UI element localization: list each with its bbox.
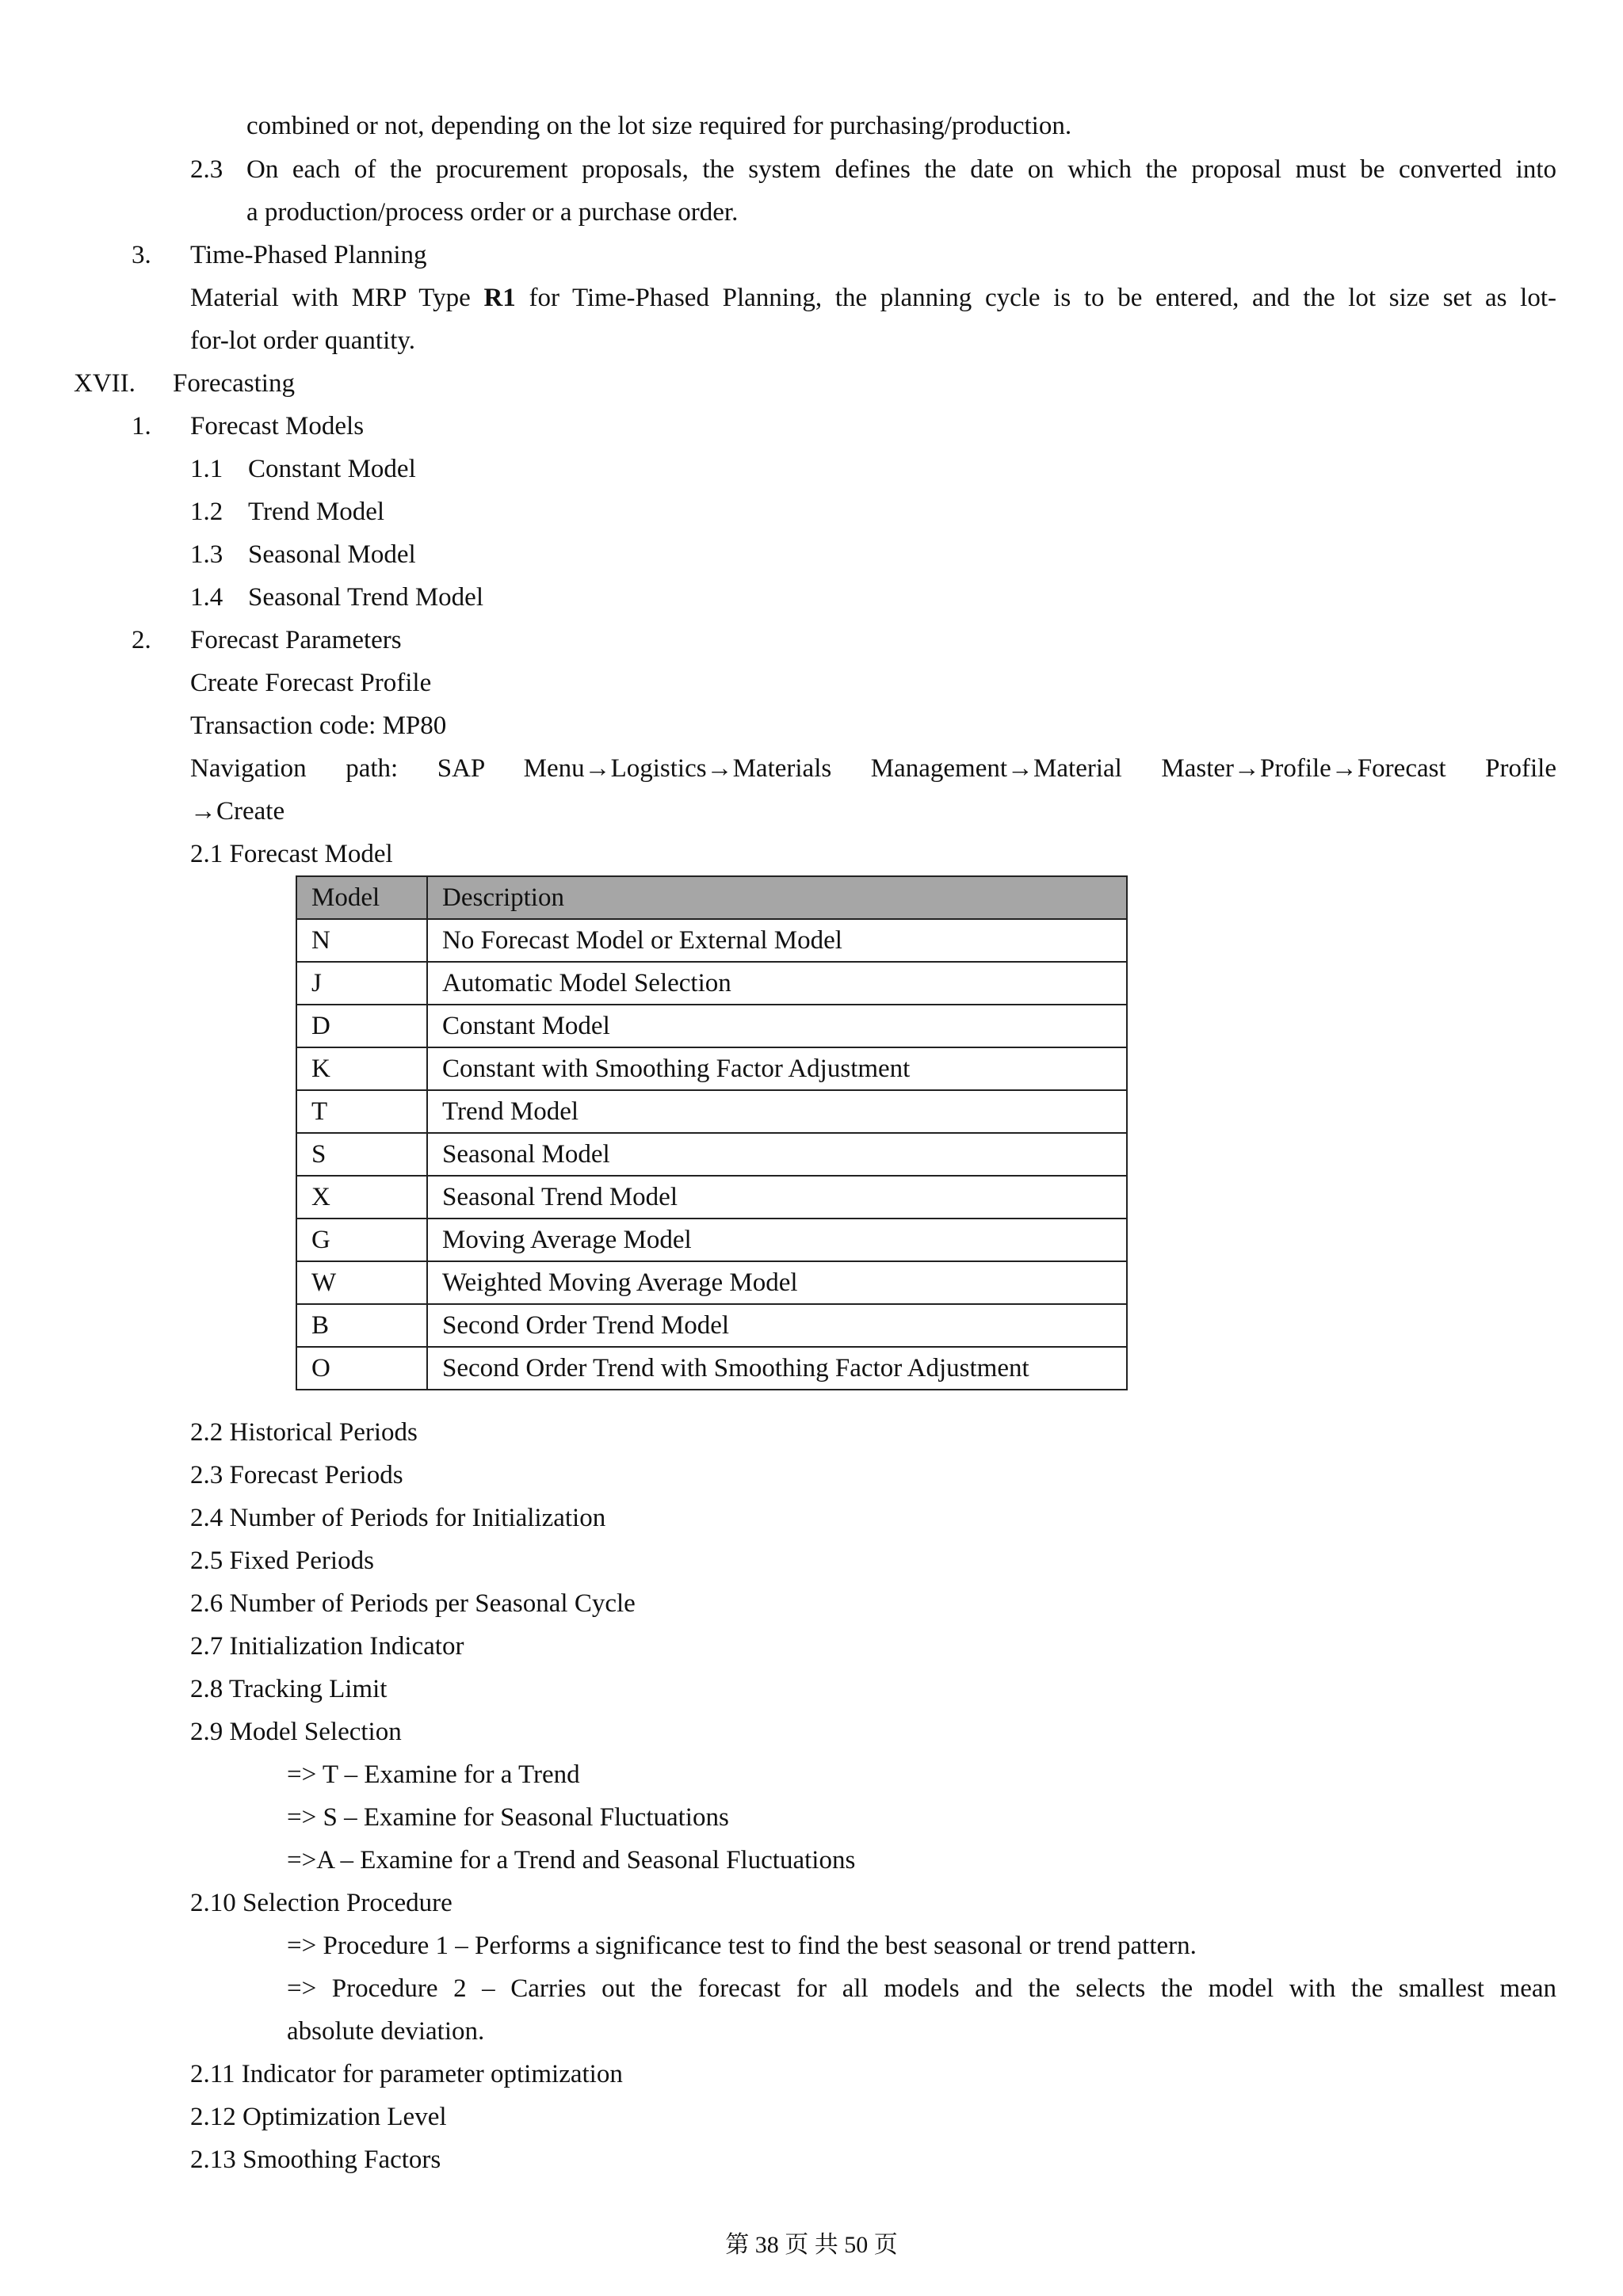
param-optimization-indicator: 2.11 Indicator for parameter optimization [190, 2060, 623, 2088]
transaction-code: Transaction code: MP80 [190, 711, 447, 740]
mrp-type-code: R1 [483, 284, 516, 312]
navigation-path-line2: →Create [190, 797, 285, 826]
table-cell-model: S [296, 1133, 427, 1176]
table-cell-model: X [296, 1176, 427, 1219]
section-title: Forecasting [173, 369, 295, 398]
param-historical-periods: 2.2 Historical Periods [190, 1418, 418, 1447]
param-tracking-limit: 2.8 Tracking Limit [190, 1675, 388, 1703]
table-row [296, 1047, 1127, 1090]
selection-procedure-2-line2: absolute deviation. [287, 2017, 485, 2046]
table-cell-description: Seasonal Trend Model [427, 1176, 1127, 1219]
list-item: Constant Model [248, 455, 416, 483]
table-row [296, 1133, 1127, 1176]
item-2-3-number: 2.3 [190, 155, 223, 184]
item-2-3-text-line2: a production/process order or a purchase order. [246, 198, 739, 227]
param-optimization-level: 2.12 Optimization Level [190, 2103, 447, 2131]
table-cell-model: K [296, 1047, 427, 1090]
table-row [296, 919, 1127, 962]
param-periods-initialization: 2.4 Number of Periods for Initialization [190, 1504, 606, 1532]
table-cell-model: B [296, 1304, 427, 1347]
model-selection-option-t: => T – Examine for a Trend [287, 1760, 580, 1789]
item-2-3-text-line1: On each of the procurement proposals, the system defines the date on which the proposal must be converted into [246, 155, 1556, 184]
table-cell-description: Seasonal Model [427, 1133, 1127, 1176]
list-item: Seasonal Model [248, 540, 416, 569]
forecast-model-table [296, 875, 1128, 1390]
navigation-path-line1: Navigation path: SAP Menu→Logistics→Materials Management→Material Master→Profile→Forecast Profile [190, 754, 1556, 783]
table-cell-description: No Forecast Model or External Model [427, 919, 1127, 962]
forecast-models-title: Forecast Models [190, 412, 365, 441]
table-row [296, 1176, 1127, 1219]
table-header-row [296, 876, 1127, 919]
time-phased-text-line2: for-lot order quantity. [190, 326, 416, 355]
param-forecast-periods: 2.3 Forecast Periods [190, 1461, 403, 1489]
table-header-description: Description [427, 876, 1127, 919]
time-phased-number: 3. [132, 241, 151, 269]
time-phased-text-line1 [190, 282, 1556, 314]
table-cell-model: D [296, 1005, 427, 1047]
selection-procedure-1: => Procedure 1 – Performs a significance test to find the best seasonal or trend pattern. [287, 1932, 1197, 1960]
continuation-text: combined or not, depending on the lot size required for purchasing/production. [246, 112, 1072, 140]
list-item: Seasonal Trend Model [248, 583, 483, 612]
table-cell-model: N [296, 919, 427, 962]
table-cell-description: Trend Model [427, 1090, 1127, 1133]
subsection-forecast-model: 2.1 Forecast Model [190, 840, 393, 868]
table-row [296, 962, 1127, 1005]
param-smoothing-factors: 2.13 Smoothing Factors [190, 2145, 441, 2174]
list-item-number: 1.1 [190, 455, 223, 483]
list-item-number: 1.3 [190, 540, 223, 569]
table-cell-description: Moving Average Model [427, 1219, 1127, 1261]
table-cell-description: Constant with Smoothing Factor Adjustment [427, 1047, 1127, 1090]
model-selection-option-s: => S – Examine for Seasonal Fluctuations [287, 1803, 729, 1832]
table-cell-model: T [296, 1090, 427, 1133]
model-selection-option-a: =>A – Examine for a Trend and Seasonal Fluctuations [287, 1846, 856, 1875]
param-fixed-periods: 2.5 Fixed Periods [190, 1547, 374, 1575]
table-row [296, 1347, 1127, 1390]
forecast-models-number: 1. [132, 412, 151, 441]
table-cell-description: Second Order Trend with Smoothing Factor Adjustment [427, 1347, 1127, 1390]
section-number: XVII. [74, 369, 136, 398]
forecast-parameters-number: 2. [132, 626, 151, 654]
table-row [296, 1304, 1127, 1347]
table-row [296, 1261, 1127, 1304]
table-row [296, 1090, 1127, 1133]
selection-procedure-2-line1: => Procedure 2 – Carries out the forecast for all models and the selects the model with the smallest mean [287, 1974, 1556, 2003]
create-forecast-profile: Create Forecast Profile [190, 669, 432, 697]
list-item-number: 1.2 [190, 498, 223, 526]
page-footer: 第 38 页 共 50 页 [725, 2232, 898, 2258]
param-periods-seasonal-cycle: 2.6 Number of Periods per Seasonal Cycle [190, 1589, 636, 1618]
time-phased-text-post: for Time-Phased Planning, the planning cycle is to be entered, and the lot size set as lot- [515, 284, 1556, 312]
table-cell-description: Second Order Trend Model [427, 1304, 1127, 1347]
param-initialization-indicator: 2.7 Initialization Indicator [190, 1632, 464, 1661]
table-row [296, 1005, 1127, 1047]
table-header-model: Model [296, 876, 427, 919]
table-cell-description: Weighted Moving Average Model [427, 1261, 1127, 1304]
time-phased-text-pre: Material with MRP Type [190, 284, 484, 312]
param-model-selection: 2.9 Model Selection [190, 1718, 402, 1746]
list-item: Trend Model [248, 498, 385, 526]
table-cell-description: Constant Model [427, 1005, 1127, 1047]
table-cell-model: W [296, 1261, 427, 1304]
forecast-parameters-title: Forecast Parameters [190, 626, 402, 654]
table-cell-model: O [296, 1347, 427, 1390]
table-cell-model: J [296, 962, 427, 1005]
list-item-number: 1.4 [190, 583, 223, 612]
time-phased-title: Time-Phased Planning [190, 241, 427, 269]
table-row [296, 1219, 1127, 1261]
table-cell-description: Automatic Model Selection [427, 962, 1127, 1005]
param-selection-procedure: 2.10 Selection Procedure [190, 1889, 453, 1917]
table-cell-model: G [296, 1219, 427, 1261]
